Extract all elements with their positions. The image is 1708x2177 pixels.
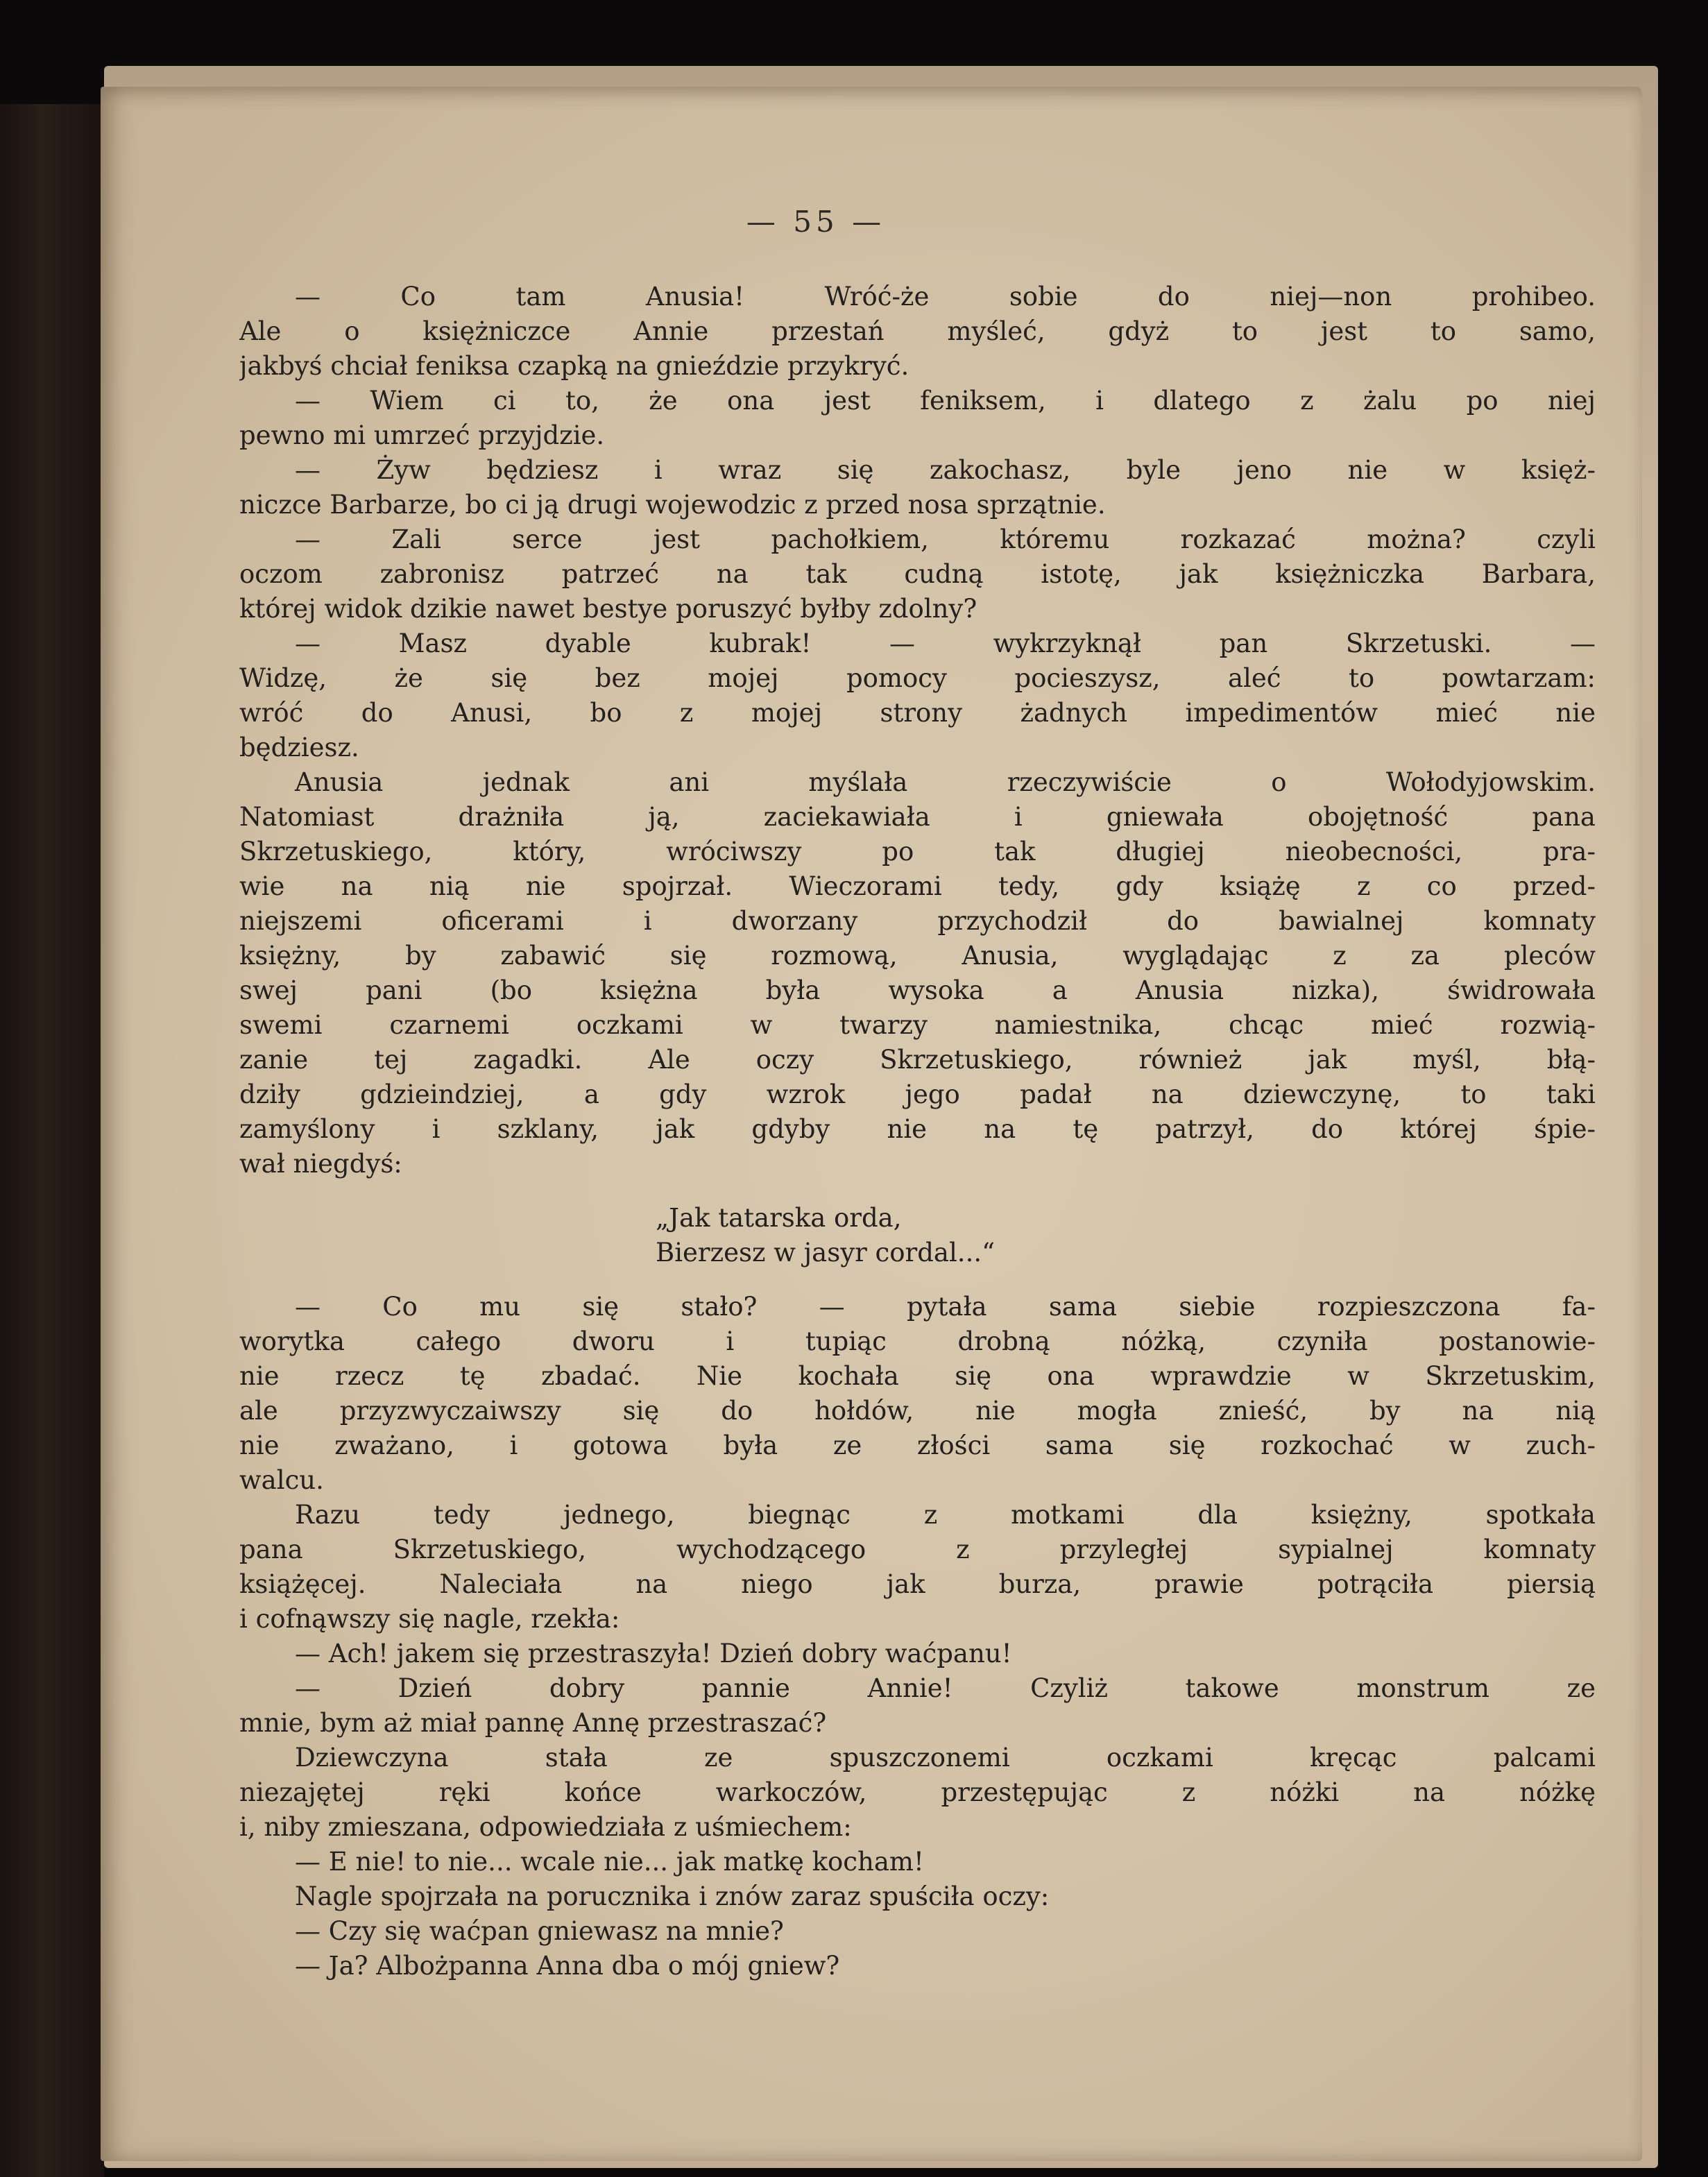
text-line: ale przyzwyczaiwszy się do hołdów, nie mogła znieść, by na nią <box>239 1396 1596 1426</box>
text-line: oczom zabronisz patrzeć na tak cudną istotę, jak księżniczka Barbara, <box>239 559 1596 589</box>
text-line: — Żyw będziesz i wraz się zakochasz, byle jeno nie w księż- <box>295 455 1596 485</box>
text-line: wał niegdyś: <box>239 1149 402 1179</box>
book-page <box>101 87 1642 2161</box>
text-line: dziły gdzieindziej, a gdy wzrok jego padał na dziewczynę, to taki <box>239 1079 1596 1109</box>
text-line: księżny, by zabawić się rozmową, Anusia, wyglądając z za pleców <box>239 941 1596 971</box>
text-line: wie na nią nie spojrzał. Wieczorami tedy, gdy książę z co przed- <box>239 871 1596 901</box>
text-line: niejszemi oficerami i dworzany przychodził do bawialnej komnaty <box>239 906 1596 936</box>
text-line: — Czy się waćpan gniewasz na mnie? <box>295 1916 784 1946</box>
text-line: Ale o księżniczce Annie przestań myśleć, gdyż to jest to samo, <box>239 316 1596 346</box>
text-line: Widzę, że się bez mojej pomocy pocieszysz, aleć to powtarzam: <box>239 663 1596 693</box>
body-text <box>239 280 1596 1983</box>
text-line: Natomiast drażniła ją, zaciekawiała i gniewała obojętność pana <box>239 802 1596 832</box>
text-line: swemi czarnemi oczkami w twarzy namiestnika, chcąc mieć rozwią- <box>239 1010 1596 1040</box>
text-line: Dziewczyna stała ze spuszczonemi oczkami kręcąc palcami <box>295 1743 1596 1773</box>
text-line: i, niby zmieszana, odpowiedziała z uśmiechem: <box>239 1812 852 1842</box>
text-line: pewno mi umrzeć przyjdzie. <box>239 420 605 450</box>
text-line: Razu tedy jednego, biegnąc z motkami dla księżny, spotkała <box>295 1500 1596 1530</box>
book-spine <box>0 104 104 2177</box>
text-line: Skrzetuskiego, który, wróciwszy po tak długiej nieobecności, pra- <box>239 837 1596 866</box>
text-line: worytka całego dworu i tupiąc drobną nóżką, czyniła postanowie- <box>239 1326 1596 1356</box>
text-line: będziesz. <box>239 733 359 762</box>
text-line: — Masz dyable kubrak! — wykrzyknął pan Skrzetuski. — <box>295 629 1596 658</box>
text-line: — Wiem ci to, że ona jest feniksem, i dlatego z żalu po niej <box>295 386 1596 416</box>
text-line: zamyślony i szklany, jak gdyby nie na tę patrzył, do której śpie- <box>239 1114 1596 1144</box>
text-line: której widok dzikie nawet bestye poruszyć byłby zdolny? <box>239 594 977 624</box>
text-line: Nagle spojrzała na porucznika i znów zaraz spuściła oczy: <box>295 1881 1050 1911</box>
text-line: nie zważano, i gotowa była ze złości sama się rozkochać w zuch- <box>239 1431 1596 1460</box>
text-line: mnie, bym aż miał pannę Annę przestraszać? <box>239 1708 827 1738</box>
text-line: — Ach! jakem się przestraszyła! Dzień dobry waćpanu! <box>295 1639 1012 1668</box>
verse-line: Bierzesz w jasyr cordal...“ <box>656 1238 996 1267</box>
text-line: swej pani (bo księżna była wysoka a Anusia nizka), świdrowała <box>239 975 1596 1005</box>
text-line: — E nie! to nie... wcale nie... jak matkę kocham! <box>295 1847 924 1877</box>
text-line: pana Skrzetuskiego, wychodzącego z przyległej sypialnej komnaty <box>239 1535 1596 1564</box>
text-line: niczce Barbarze, bo ci ją drugi wojewodzic z przed nosa sprzątnie. <box>239 490 1106 520</box>
text-line: książęcej. Naleciała na niego jak burza, prawie potrąciła piersią <box>239 1569 1596 1599</box>
text-line: — Dzień dobry pannie Annie! Czyliż takowe monstrum ze <box>295 1673 1596 1703</box>
text-line: — Co tam Anusia! Wróć-że sobie do niej—non prohibeo. <box>295 282 1596 311</box>
text-line: walcu. <box>239 1465 324 1495</box>
text-line: — Co mu się stało? — pytała sama siebie rozpieszczona fa- <box>295 1292 1596 1322</box>
page-number: — 55 — <box>746 205 886 239</box>
verse-line: „Jak tatarska orda, <box>656 1203 902 1233</box>
text-line: i cofnąwszy się nagle, rzekła: <box>239 1604 620 1634</box>
verse-gap <box>239 1181 1596 1201</box>
text-line: jakbyś chciał feniksa czapką na gnieździe przykryć. <box>239 351 909 381</box>
text-line: nie rzecz tę zbadać. Nie kochała się ona wprawdzie w Skrzetuskim, <box>239 1361 1596 1391</box>
verse-gap <box>239 1270 1596 1290</box>
text-line: niezajętej ręki końce warkoczów, przestępując z nóżki na nóżkę <box>239 1777 1596 1807</box>
text-line: — Zali serce jest pachołkiem, któremu rozkazać można? czyli <box>295 524 1596 554</box>
text-line: wróć do Anusi, bo z mojej strony żadnych impedimentów mieć nie <box>239 698 1596 728</box>
text-line: — Ja? Albożpanna Anna dba o mój gniew? <box>295 1951 840 1981</box>
text-line: Anusia jednak ani myślała rzeczywiście o Wołodyjowskim. <box>295 767 1596 797</box>
text-line: zanie tej zagadki. Ale oczy Skrzetuskiego, również jak myśl, błą- <box>239 1045 1596 1075</box>
